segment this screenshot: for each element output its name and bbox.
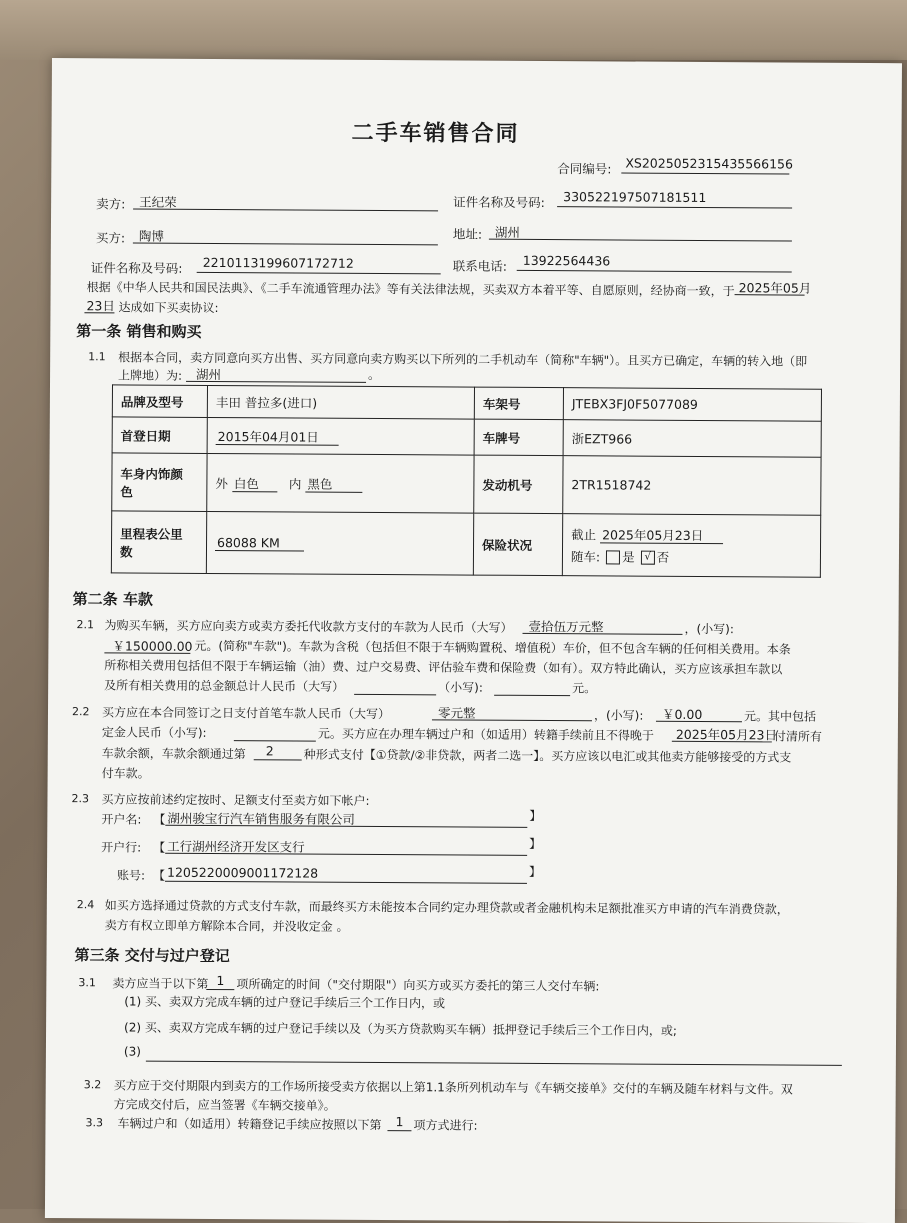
article-1-title: 第一条 销售和购买 <box>76 322 202 341</box>
delivery-item: 1 <box>216 973 225 989</box>
inner-color: 黑色 <box>305 476 362 492</box>
buyer-id-label: 证件名称及号码: <box>90 260 183 276</box>
clause-3-1-num: 3.1 <box>78 976 96 990</box>
clause-2-2-text-h: 种形式支付【①贷款/②非贷款，两者二选一】。买方应该以电汇或其他卖方能够接受的方式支 <box>303 747 792 765</box>
clause-2-2-num: 2.2 <box>71 705 90 719</box>
mileage-label: 里程表公里 数 <box>111 511 206 574</box>
desk-top-edge <box>0 0 907 60</box>
phone: 13922564436 <box>522 252 611 269</box>
color-label: 车身内饰颜 色 <box>112 453 207 512</box>
clause-3-2-num: 3.2 <box>83 1078 102 1092</box>
seller-id-label: 证件名称及号码: <box>453 194 545 211</box>
clause-2-1-small-label: ，(小写): <box>684 621 734 637</box>
clause-2-2-text-i: 付车款。 <box>101 766 150 781</box>
phone-label: 联系电话: <box>452 258 508 274</box>
clause-1-1-end: 。 <box>368 367 381 383</box>
vehicle-spec-table <box>111 384 822 577</box>
reg-date-value: 2015年04月01日 <box>216 429 339 446</box>
clause-2-1-text-d: 所称相关费用包括但不限于车辆运输（油）费、过户交易费、评估验车费和保险费（如有）。双方特此确认，买方应该承担车款以 <box>104 658 783 677</box>
engine-value: 2TR1518742 <box>563 456 821 516</box>
intro-text-end: 达成如下买卖协议: <box>118 300 219 316</box>
ins-until: 2025年05月23日 <box>600 527 723 544</box>
clause-2-1-text-c: 元。(简称"车款")。车款为含税（包括但不限于车辆购置税、增值税）车价，但不包含车辆的任何相关费用。本条 <box>194 638 791 657</box>
ins-with-label: 随车: <box>570 548 601 564</box>
address: 湖州 <box>494 224 521 240</box>
ins-until-label: 截止 <box>571 526 597 542</box>
payment-way: 2 <box>265 743 274 759</box>
clause-3-1-text-b: 项所确定的时间（"交付期限"）向买方或买方委托的第三人交付车辆: <box>236 977 600 994</box>
transfer-item: 1 <box>395 1114 404 1130</box>
bank-branch: 工行湖州经济开发区支行 <box>167 838 305 855</box>
vin-label: 车架号 <box>474 387 563 420</box>
ins-yes-label: 是 <box>622 548 635 565</box>
bank-account-label: 账号: <box>116 868 146 883</box>
registration-place: 湖州 <box>196 366 222 383</box>
bank-account-bracket-r: 】 <box>528 864 542 880</box>
inner-color-label: 内 <box>288 475 302 492</box>
engine-label: 发动机号 <box>474 455 563 514</box>
first-payment-upper: 零元整 <box>437 705 476 721</box>
article-2-title: 第二条 车款 <box>72 590 153 609</box>
insurance-cell <box>562 514 820 578</box>
checkbox-no[interactable]: √ <box>641 551 655 565</box>
clause-2-2-text-e: 元。买方应在办理车辆过户和（如适用）转籍手续前且不得晚于 <box>317 726 654 743</box>
clause-2-2-text-c: 元。其中包括 <box>743 709 817 724</box>
mileage-value: 68088 <box>216 535 257 551</box>
clause-2-1-text-f: （小写): <box>438 680 483 695</box>
mileage-cell <box>206 511 473 575</box>
clause-3-3-text: 车辆过户和（如适用）转籍登记手续应按照以下第 <box>117 1116 382 1133</box>
checkbox-yes[interactable] <box>606 550 620 564</box>
first-payment-amount: ￥0.00 <box>661 706 703 722</box>
contract-paper <box>45 58 902 1223</box>
clause-2-1-text-g: 元。 <box>572 681 597 696</box>
bank-name-bracket-l: 【 <box>153 812 166 827</box>
plate-label: 车牌号 <box>474 419 563 456</box>
bank-branch-label: 开户行: <box>101 840 142 855</box>
delivery-option-2: (2) 买、卖双方完成车辆的过户登记手续以及（为买方贷款购买车辆）抵押登记手续后三个工作日内，或; <box>124 1020 677 1038</box>
clause-2-3-num: 2.3 <box>71 792 90 806</box>
clause-3-1-text: 卖方应当于以下第 <box>112 976 209 991</box>
bank-branch-bracket-l: 【 <box>153 840 166 855</box>
clause-2-4-num: 2.4 <box>76 898 95 912</box>
seller-id: 330522197507181511 <box>563 189 707 205</box>
clause-3-3-num: 3.3 <box>85 1116 104 1130</box>
delivery-option-1: (1) 买、卖双方完成车辆的过户登记手续后三个工作日内，或 <box>124 994 446 1011</box>
clause-3-2-text-b: 方完成交付后，应当签署《车辆交接单》。 <box>113 1097 336 1113</box>
price-amount: ￥150000.00 <box>112 638 193 654</box>
address-label: 地址: <box>452 226 483 242</box>
bank-branch-bracket-r: 】 <box>529 836 542 852</box>
brand-label: 品牌及型号 <box>112 385 207 418</box>
clause-2-2-text-d: 定金人民币（小写): <box>101 725 207 740</box>
clause-1-1-text-b: 上牌地）为: <box>118 368 183 383</box>
clause-2-2-text-f: 付清所有 <box>773 729 822 744</box>
contract-no: XS2025052315435566156 <box>625 155 794 172</box>
vin-value: JTEBX3FJ0F5077089 <box>563 388 821 422</box>
seller-name: 王纪荣 <box>139 194 177 210</box>
reg-date-label: 首登日期 <box>112 417 207 454</box>
intro-date-a: 2025年05月 <box>738 280 812 296</box>
ins-no-label: 否 <box>656 549 670 565</box>
outer-color: 白色 <box>232 476 277 492</box>
contract-no-label: 合同编号: <box>557 161 612 177</box>
price-upper: 壹拾伍万元整 <box>528 618 604 635</box>
mileage-unit: KM <box>260 535 280 551</box>
clause-2-3-text: 买方应按前述约定按时、足额支付至卖方如下帐户: <box>101 792 370 808</box>
clause-2-2-small-label: ，(小写): <box>593 708 644 723</box>
bank-account-bracket-l: 【 <box>152 868 166 883</box>
bank-name: 湖州骏宝行汽车销售服务有限公司 <box>167 810 355 827</box>
clause-2-1-num: 2.1 <box>76 618 95 632</box>
clause-3-3-text-b: 项方式进行: <box>413 1118 478 1133</box>
color-cell <box>207 453 474 513</box>
clause-2-2-text-g: 车款余额，车款余额通过第 <box>101 746 246 762</box>
clause-2-4-text-b: 卖方有权立即单方解除本合同，并没收定金 。 <box>104 918 349 934</box>
clause-3-2-text: 买方应于交付期限内到卖方的工作场所接受卖方依据以上第1.1条所列机动车与《车辆交接单》交付的车辆及随车材料与文件。双 <box>113 1078 793 1097</box>
bank-account: 1205220009001172128 <box>166 864 319 881</box>
clause-1-1-text: 根据本合同，卖方同意向买方出售、买方同意向卖方购买以下所列的二手机动车（简称"车辆"）。且买方已确定，车辆的转入地（即 <box>118 350 808 369</box>
clause-2-4-text: 如买方选择通过贷款的方式支付车款，而最终买方未能按本合同约定办理贷款或者金融机构未足额批准买方申请的汽车消费贷款， <box>104 898 789 917</box>
balance-due-date: 2025年05月23日 <box>675 726 778 743</box>
delivery-option-3: (3) <box>123 1044 141 1059</box>
bank-name-label: 开户名: <box>101 812 142 827</box>
buyer-id: 2210113199607172712 <box>202 254 354 271</box>
seller-label: 卖方: <box>96 196 126 212</box>
clause-2-2-text: 买方应在本合同签订之日支付首笔车款人民币（大写） <box>101 705 391 722</box>
reg-date-cell <box>207 417 474 455</box>
intro-text: 根据《中华人民共和国民法典》、《二手车流通管理办法》等有关法律法规，买卖双方本着平等、自愿原则，经协商一致，于 <box>86 280 735 299</box>
brand-value: 丰田 普拉多(进口) <box>207 385 474 419</box>
insurance-label: 保险状况 <box>473 513 562 576</box>
contract-title: 二手车销售合同 <box>351 120 520 147</box>
outer-color-label: 外 <box>215 475 228 491</box>
buyer-name: 陶博 <box>138 228 164 244</box>
clause-2-1-text: 为购买车辆，买方应向卖方或卖方委托代收款方支付的车款为人民币（大写） <box>104 618 513 635</box>
buyer-label: 买方: <box>95 230 126 246</box>
article-3-title: 第三条 交付与过户登记 <box>74 946 230 966</box>
bank-name-bracket-r: 】 <box>529 808 542 824</box>
intro-date-b: 23日 <box>86 298 115 314</box>
plate-value: 浙EZT966 <box>563 420 821 458</box>
clause-1-1-num: 1.1 <box>88 350 106 364</box>
clause-2-1-text-e: 及所有相关费用的总金额总计人民币（大写） <box>104 678 345 694</box>
